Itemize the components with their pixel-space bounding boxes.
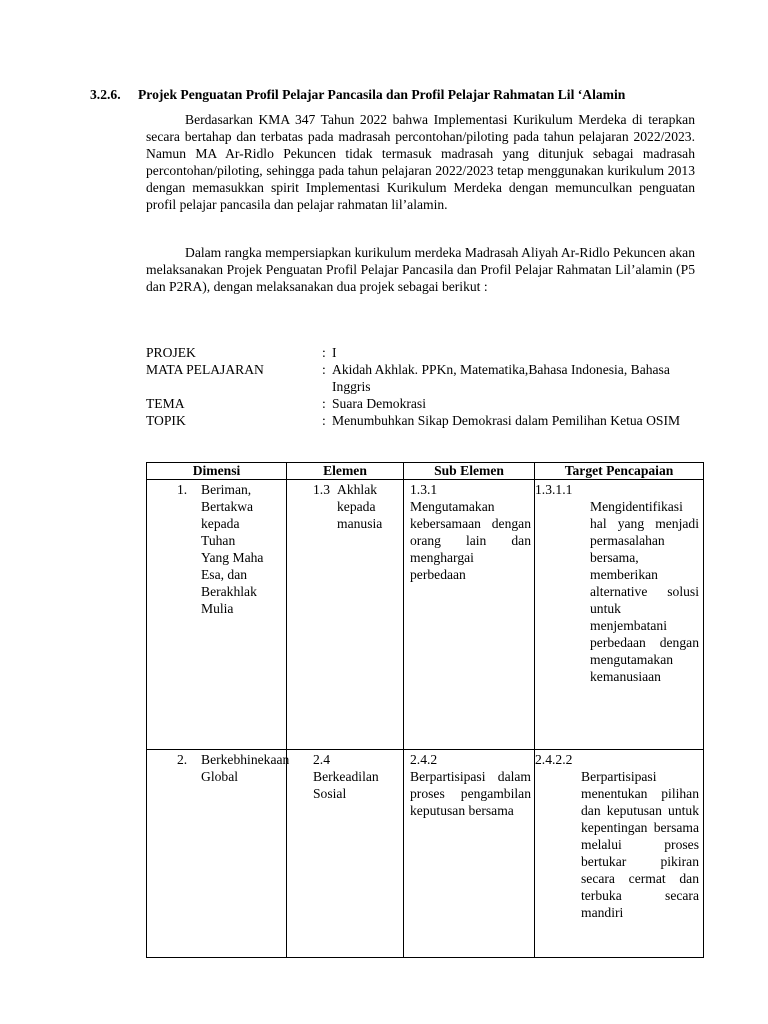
target-cell — [535, 750, 704, 958]
section-number: 3.2.6. — [90, 87, 121, 102]
elemen-cell — [287, 750, 404, 958]
dimensi-number: 1. — [177, 482, 188, 497]
mapel-row — [146, 361, 706, 395]
sub-elemen-code: 1.3.1 — [410, 482, 438, 497]
projek-value: I — [332, 345, 337, 360]
header-sub-elemen: Sub Elemen — [404, 463, 535, 480]
target-text: Mengidentifikasi hal yang menjadi permasalahan bersama, memberikan alternative solusi untuk menjembatani perbedaan dengan mengutamakan kemanusiaan — [590, 499, 699, 684]
elemen-cell — [287, 480, 404, 750]
section-title: Projek Penguatan Profil Pelajar Pancasila dan Profil Pelajar Rahmatan Lil ‘Alamin — [138, 87, 626, 102]
colon: : — [322, 345, 326, 360]
project-table — [146, 462, 704, 958]
table-row — [147, 480, 704, 750]
dimensi-cell — [147, 750, 290, 958]
sub-elemen-text: Berpartisipasi dalam proses pengambilan keputusan bersama — [410, 769, 531, 818]
mapel-label: MATA PELAJARAN — [146, 362, 264, 377]
elemen-number: 2.4 — [313, 752, 330, 767]
target-code: 2.4.2.2 — [535, 752, 573, 767]
target-text: Berpartisipasi menentukan pilihan dan keputusan untuk kepentingan bersama melalui proses bertukar pikiran secara cermat dan terbuka secara mandiri — [581, 769, 699, 920]
tema-label: TEMA — [146, 396, 185, 411]
dimensi-text: Berkebhinekaan Global — [201, 752, 290, 784]
elemen-text: Akhlak kepada manusia — [337, 482, 383, 531]
dimensi-number: 2. — [177, 752, 188, 767]
paragraph-1: Berdasarkan KMA 347 Tahun 2022 bahwa Implementasi Kurikulum Merdeka di terapkan secara bertahap dan terbatas pada madrasah percontohan/piloting pada tahun pelajaran 2022/2023. Namun MA Ar-Ridlo Pekuncen tidak termasuk madrasah yang ditunjuk sebagai madrasah percontohan/piloting, sehingga pada tahun pelajaran 2022/2023 tetap menggunakan kurikulum 2013 dengan memasukkan spirit Implementasi Kurikulum Merdeka dengan memunculkan penguatan profil pelajar pancasila dan pelajar rahmatan lil’alamin. — [146, 112, 695, 212]
projek-label: PROJEK — [146, 345, 196, 360]
target-code: 1.3.1.1 — [535, 482, 573, 497]
table-row — [147, 750, 704, 958]
elemen-text: Berkeadilan Sosial — [313, 769, 379, 801]
colon: : — [322, 396, 326, 411]
topik-row — [146, 412, 706, 429]
topik-value: Menumbuhkan Sikap Demokrasi dalam Pemilihan Ketua OSIM — [332, 413, 681, 428]
header-elemen: Elemen — [287, 463, 404, 480]
dimensi-text: Beriman, Bertakwa kepada Tuhan Yang Maha Esa, dan Berakhlak Mulia — [201, 482, 264, 616]
header-target: Target Pencapaian — [535, 463, 704, 480]
dimensi-cell — [147, 480, 287, 750]
sub-elemen-code: 2.4.2 — [410, 752, 438, 767]
tema-row — [146, 395, 706, 412]
project-row — [146, 344, 706, 361]
section-heading — [90, 86, 710, 103]
colon: : — [322, 413, 326, 428]
paragraph-2: Dalam rangka mempersiapkan kurikulum merdeka Madrasah Aliyah Ar-Ridlo Pekuncen akan melaksanakan Projek Penguatan Profil Pelajar Pancasila dan Profil Pelajar Rahmatan Lil’alamin (P5 dan P2RA), dengan melaksanakan dua projek sebagai berikut : — [146, 245, 695, 294]
elemen-number: 1.3 — [313, 482, 330, 497]
colon: : — [322, 362, 326, 377]
table-header-row — [147, 463, 704, 480]
sub-elemen-cell — [404, 480, 535, 750]
header-dimensi: Dimensi — [147, 463, 287, 480]
sub-elemen-text: Mengutamakan kebersamaan dengan orang lain dan menghargai perbedaan — [410, 499, 531, 582]
project-info — [146, 344, 706, 429]
mapel-value: Akidah Akhlak. PPKn, Matematika,Bahasa Indonesia, Bahasa Inggris — [332, 362, 670, 394]
target-cell — [535, 480, 704, 750]
sub-elemen-cell — [404, 750, 535, 958]
tema-value: Suara Demokrasi — [332, 396, 426, 411]
topik-label: TOPIK — [146, 413, 186, 428]
